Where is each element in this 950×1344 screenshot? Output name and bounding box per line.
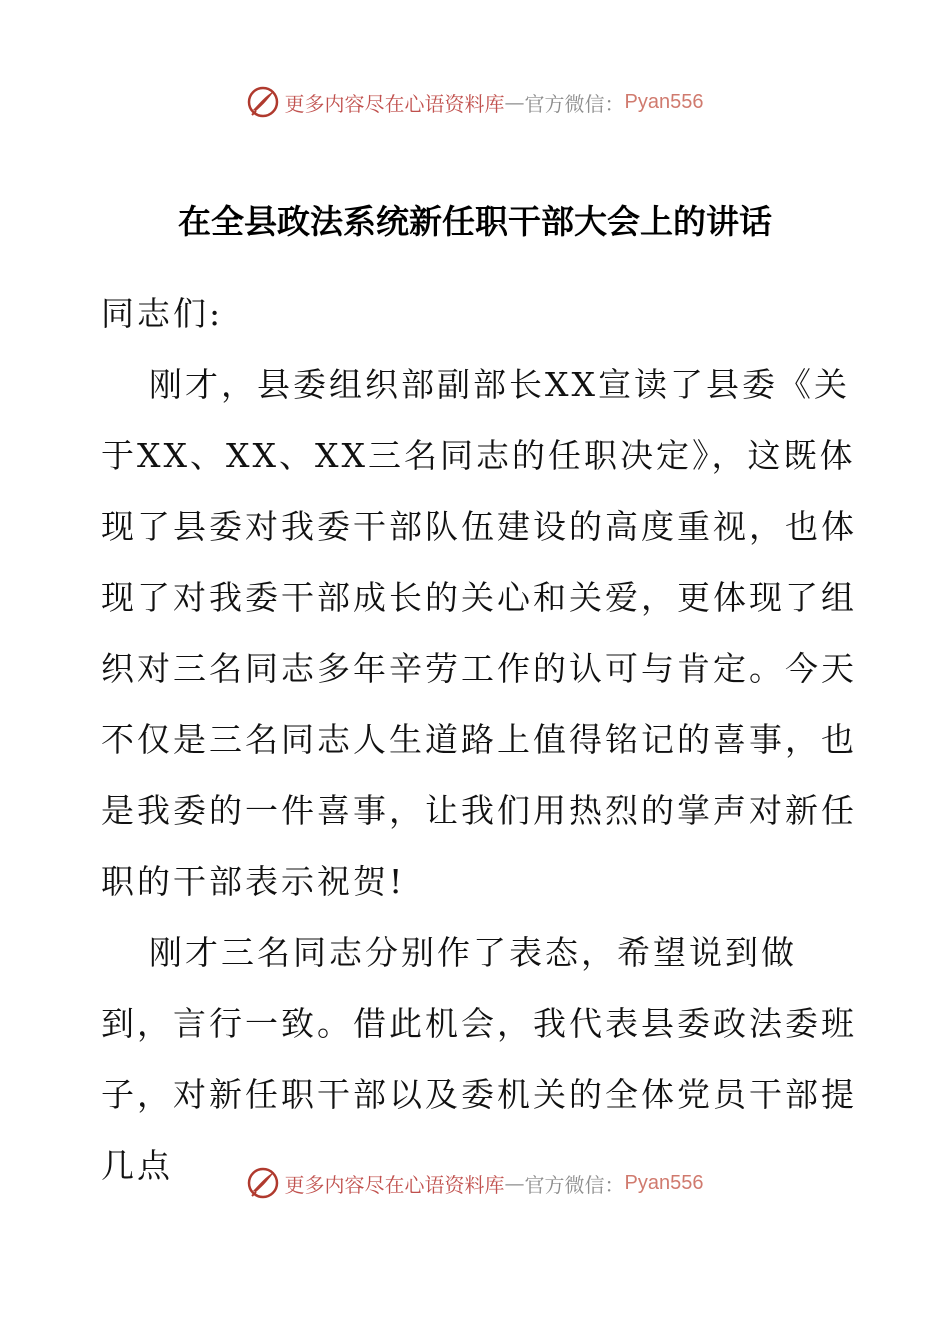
watermark-separator: — [504, 1171, 525, 1195]
watermark-contact: 官方微信： [524, 1172, 625, 1197]
watermark-id: Pyan556 [624, 1171, 704, 1194]
salutation: 同志们: [101, 294, 224, 333]
document-title: 在全县政法系统新任职干部大会上的讲话 [178, 202, 772, 241]
watermark-contact: 官方微信： [524, 91, 625, 116]
quill-logo-icon [247, 86, 279, 118]
paragraph: 刚才，县委组织部副部长XX宣读了县委《关于XX、XX、XX三名同志的任职决定》，这既体现了县委对我委干部队伍建设的高度重视，也体现了对我委干部成长的关心和关爱，更体现了组织对三名同志多年辛劳工作的认可与肯定。今天不仅是三名同志人生道路上值得铭记的喜事，也是我委的一件喜事，让我们用热烈的掌声对新任职的干部表示祝贺! [101, 365, 857, 901]
document-body [101, 278, 861, 1201]
quill-logo-icon [247, 1167, 279, 1199]
watermark-id: Pyan556 [624, 90, 704, 113]
footer-watermark [0, 1163, 950, 1203]
header-watermark [0, 82, 950, 122]
watermark-brand: 更多内容尽在心语资料库 [284, 1172, 505, 1197]
watermark-separator: — [504, 90, 525, 114]
watermark-brand: 更多内容尽在心语资料库 [284, 91, 505, 116]
paragraph: 刚才三名同志分别作了表态，希望说到做到，言行一致。借此机会，我代表县委政法委班子，对新任职干部以及委机关的全体党员干部提几点 [101, 933, 857, 1185]
